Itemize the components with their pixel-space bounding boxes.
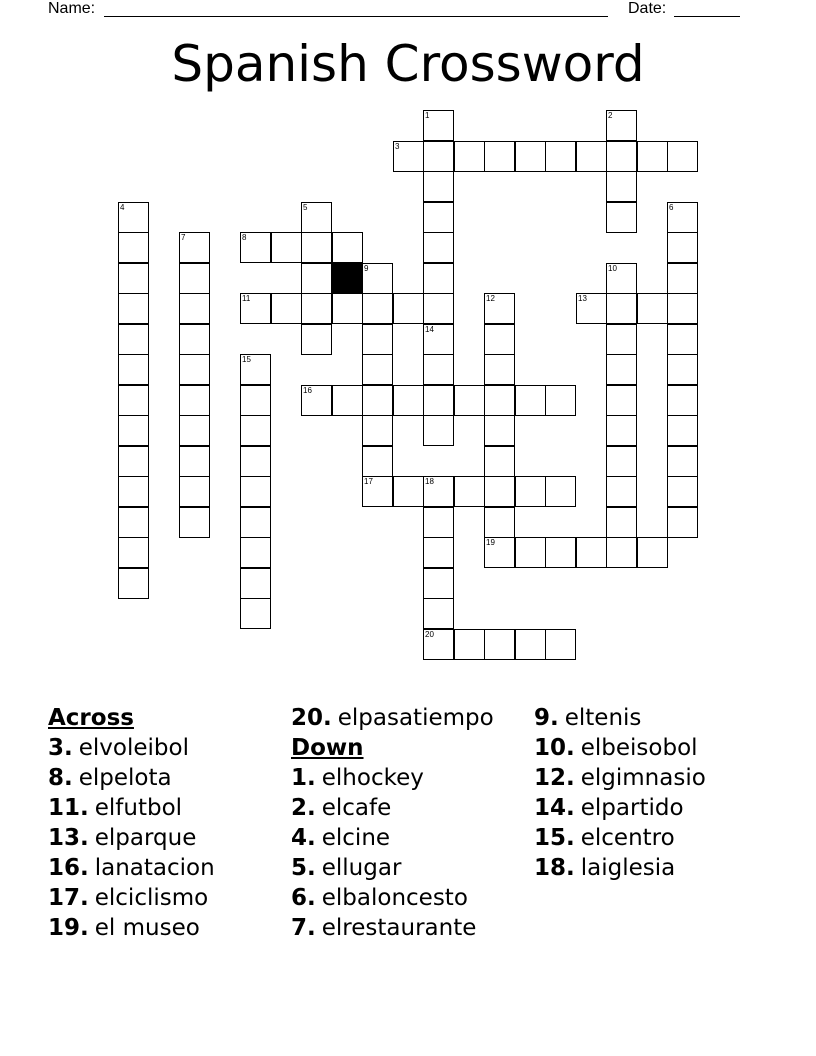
grid-cell[interactable] [484, 537, 515, 568]
grid-cell[interactable] [362, 415, 393, 446]
grid-cell[interactable] [606, 415, 637, 446]
clue-column-3 [534, 703, 706, 883]
clue-number: 1 [425, 111, 430, 120]
grid-cell[interactable] [118, 507, 149, 538]
grid-cell[interactable] [667, 293, 698, 324]
grid-cell[interactable] [606, 446, 637, 477]
grid-cell[interactable] [362, 446, 393, 477]
across-clue: 13. elparque [48, 825, 197, 851]
grid-cell[interactable] [118, 232, 149, 263]
down-clue: 18. laiglesia [534, 855, 676, 881]
grid-cell[interactable] [667, 324, 698, 355]
across-clue: 20. elpasatiempo [291, 705, 494, 731]
clue-number: 15 [242, 355, 251, 364]
grid-cell[interactable] [118, 202, 149, 233]
grid-cell[interactable] [240, 415, 271, 446]
grid-cell[interactable] [637, 293, 668, 324]
grid-cell[interactable] [423, 293, 454, 324]
grid-cell[interactable] [423, 110, 454, 141]
grid-cell[interactable] [240, 476, 271, 507]
down-heading: Down [291, 735, 364, 761]
clue-number: 8 [242, 233, 247, 242]
grid-cell[interactable] [240, 446, 271, 477]
grid-cell[interactable] [667, 202, 698, 233]
grid-cell[interactable] [606, 354, 637, 385]
clue-number: 2 [608, 111, 613, 120]
across-clue: 16. lanatacion [48, 855, 215, 881]
grid-cell[interactable] [606, 385, 637, 416]
down-clue: 6. elbaloncesto [291, 885, 468, 911]
grid-cell[interactable] [362, 293, 393, 324]
grid-cell[interactable] [484, 629, 515, 660]
across-clue: 3. elvoleibol [48, 735, 189, 761]
grid-cell[interactable] [240, 507, 271, 538]
grid-cell[interactable] [301, 324, 332, 355]
grid-cell[interactable] [179, 507, 210, 538]
grid-cell[interactable] [606, 110, 637, 141]
grid-cell[interactable] [179, 446, 210, 477]
grid-cell[interactable] [393, 293, 424, 324]
grid-cell[interactable] [118, 537, 149, 568]
grid-cell[interactable] [179, 354, 210, 385]
grid-cell[interactable] [667, 446, 698, 477]
clue-number: 12 [486, 294, 495, 303]
grid-cell[interactable] [484, 141, 515, 172]
grid-cell[interactable] [240, 385, 271, 416]
clue-number: 7 [181, 233, 186, 242]
grid-cell[interactable] [118, 324, 149, 355]
grid-cell[interactable] [484, 476, 515, 507]
grid-cell[interactable] [118, 354, 149, 385]
grid-cell[interactable] [606, 476, 637, 507]
grid-cell[interactable] [515, 537, 546, 568]
grid-cell[interactable] [118, 263, 149, 294]
grid-cell[interactable] [179, 232, 210, 263]
grid-cell[interactable] [362, 385, 393, 416]
grid-cell[interactable] [393, 141, 424, 172]
grid-cell[interactable] [576, 141, 607, 172]
grid-cell[interactable] [240, 568, 271, 599]
grid-cell[interactable] [332, 293, 363, 324]
grid-cell[interactable] [454, 476, 485, 507]
grid-cell[interactable] [423, 476, 454, 507]
grid-cell[interactable] [545, 537, 576, 568]
grid-cell[interactable] [179, 263, 210, 294]
grid-cell[interactable] [454, 629, 485, 660]
grid-cell[interactable] [393, 476, 424, 507]
grid-cell[interactable] [515, 141, 546, 172]
grid-cell[interactable] [576, 293, 607, 324]
down-clue: 4. elcine [291, 825, 391, 851]
grid-cell[interactable] [301, 232, 332, 263]
clue-number: 9 [364, 264, 369, 273]
clue-number: 4 [120, 203, 125, 212]
clue-number: 17 [364, 477, 373, 486]
clue-number: 11 [242, 294, 251, 303]
grid-cell[interactable] [515, 476, 546, 507]
grid-cell[interactable] [362, 476, 393, 507]
grid-cell[interactable] [423, 324, 454, 355]
grid-cell[interactable] [301, 293, 332, 324]
grid-cell[interactable] [271, 293, 302, 324]
grid-cell[interactable] [179, 415, 210, 446]
grid-cell[interactable] [667, 141, 698, 172]
grid-cell[interactable] [423, 202, 454, 233]
grid-cell[interactable] [179, 293, 210, 324]
clue-number: 5 [303, 203, 308, 212]
clue-number: 10 [608, 264, 617, 273]
grid-cell[interactable] [423, 537, 454, 568]
grid-cell[interactable] [637, 141, 668, 172]
grid-cell[interactable] [118, 293, 149, 324]
across-clue: 11. elfutbol [48, 795, 183, 821]
grid-cell[interactable] [118, 476, 149, 507]
grid-cell[interactable] [362, 263, 393, 294]
name-label: Name: [48, 0, 96, 17]
grid-cell[interactable] [667, 354, 698, 385]
grid-cell[interactable] [667, 507, 698, 538]
grid-cell[interactable] [423, 263, 454, 294]
grid-cell[interactable] [545, 385, 576, 416]
grid-cell[interactable] [606, 293, 637, 324]
grid-cell[interactable] [362, 354, 393, 385]
grid-cell[interactable] [606, 507, 637, 538]
grid-cell[interactable] [332, 232, 363, 263]
grid-cell[interactable] [667, 476, 698, 507]
grid-cell[interactable] [515, 385, 546, 416]
grid-cell[interactable] [484, 354, 515, 385]
down-clue: 12. elgimnasio [534, 765, 706, 791]
date-label: Date: [628, 0, 667, 17]
grid-cell[interactable] [301, 202, 332, 233]
grid-cell[interactable] [606, 324, 637, 355]
grid-cell[interactable] [423, 232, 454, 263]
grid-cell[interactable] [240, 232, 271, 263]
grid-cell[interactable] [423, 507, 454, 538]
grid-cell[interactable] [637, 537, 668, 568]
grid-cell[interactable] [240, 354, 271, 385]
across-clue: 17. elciclismo [48, 885, 209, 911]
grid-cell[interactable] [515, 629, 546, 660]
grid-cell[interactable] [271, 232, 302, 263]
clue-column-1 [48, 703, 215, 943]
clue-number: 16 [303, 386, 312, 395]
clue-number: 6 [669, 203, 674, 212]
clue-number: 14 [425, 325, 434, 334]
grid-cell[interactable] [423, 415, 454, 446]
grid-cell[interactable] [606, 537, 637, 568]
grid-cell[interactable] [118, 446, 149, 477]
grid-cell[interactable] [179, 324, 210, 355]
grid-cell[interactable] [606, 141, 637, 172]
down-clue: 5. ellugar [291, 855, 402, 881]
grid-cell[interactable] [484, 385, 515, 416]
grid-cell[interactable] [240, 537, 271, 568]
grid-cell[interactable] [118, 385, 149, 416]
clue-number: 3 [395, 142, 400, 151]
grid-cell[interactable] [576, 537, 607, 568]
grid-cell[interactable] [454, 385, 485, 416]
down-clue: 9. eltenis [534, 705, 642, 731]
grid-cell[interactable] [118, 568, 149, 599]
grid-cell[interactable] [118, 415, 149, 446]
grid-cell[interactable] [606, 202, 637, 233]
grid-cell[interactable] [545, 141, 576, 172]
grid-cell[interactable] [423, 568, 454, 599]
grid-cell[interactable] [667, 415, 698, 446]
page-title: Spanish Crossword [171, 35, 645, 93]
grid-cell[interactable] [423, 629, 454, 660]
grid-cell[interactable] [667, 263, 698, 294]
grid-cell[interactable] [240, 293, 271, 324]
grid-cell[interactable] [667, 385, 698, 416]
grid-cell[interactable] [484, 507, 515, 538]
clue-number: 20 [425, 630, 434, 639]
across-clue: 19. el museo [48, 915, 200, 941]
grid-cell[interactable] [423, 354, 454, 385]
down-clue: 15. elcentro [534, 825, 675, 851]
black-square [332, 263, 363, 294]
grid-cell[interactable] [423, 598, 454, 629]
grid-cell[interactable] [301, 385, 332, 416]
down-clue: 14. elpartido [534, 795, 684, 821]
grid-cell[interactable] [423, 385, 454, 416]
clue-column-2 [291, 703, 494, 943]
grid-cell[interactable] [667, 232, 698, 263]
grid-cell[interactable] [240, 598, 271, 629]
clue-number: 18 [425, 477, 434, 486]
grid-cell[interactable] [484, 324, 515, 355]
grid-cell[interactable] [179, 385, 210, 416]
grid-cell[interactable] [393, 385, 424, 416]
down-clue: 10. elbeisobol [534, 735, 698, 761]
grid-cell[interactable] [484, 415, 515, 446]
across-heading: Across [48, 705, 134, 731]
grid-cell[interactable] [484, 446, 515, 477]
clue-number: 13 [578, 294, 587, 303]
grid-cell[interactable] [301, 263, 332, 294]
grid-cell[interactable] [606, 263, 637, 294]
down-clue: 1. elhockey [291, 765, 424, 791]
grid-cell[interactable] [454, 141, 485, 172]
across-clue: 8. elpelota [48, 765, 172, 791]
down-clue: 7. elrestaurante [291, 915, 477, 941]
grid-cell[interactable] [606, 171, 637, 202]
grid-cell[interactable] [423, 171, 454, 202]
clue-number: 19 [486, 538, 495, 547]
grid-cell[interactable] [545, 629, 576, 660]
grid-cell[interactable] [484, 293, 515, 324]
grid-cell[interactable] [332, 385, 363, 416]
grid-cell[interactable] [545, 476, 576, 507]
grid-cell[interactable] [179, 476, 210, 507]
grid-cell[interactable] [423, 141, 454, 172]
grid-cell[interactable] [362, 324, 393, 355]
down-clue: 2. elcafe [291, 795, 392, 821]
